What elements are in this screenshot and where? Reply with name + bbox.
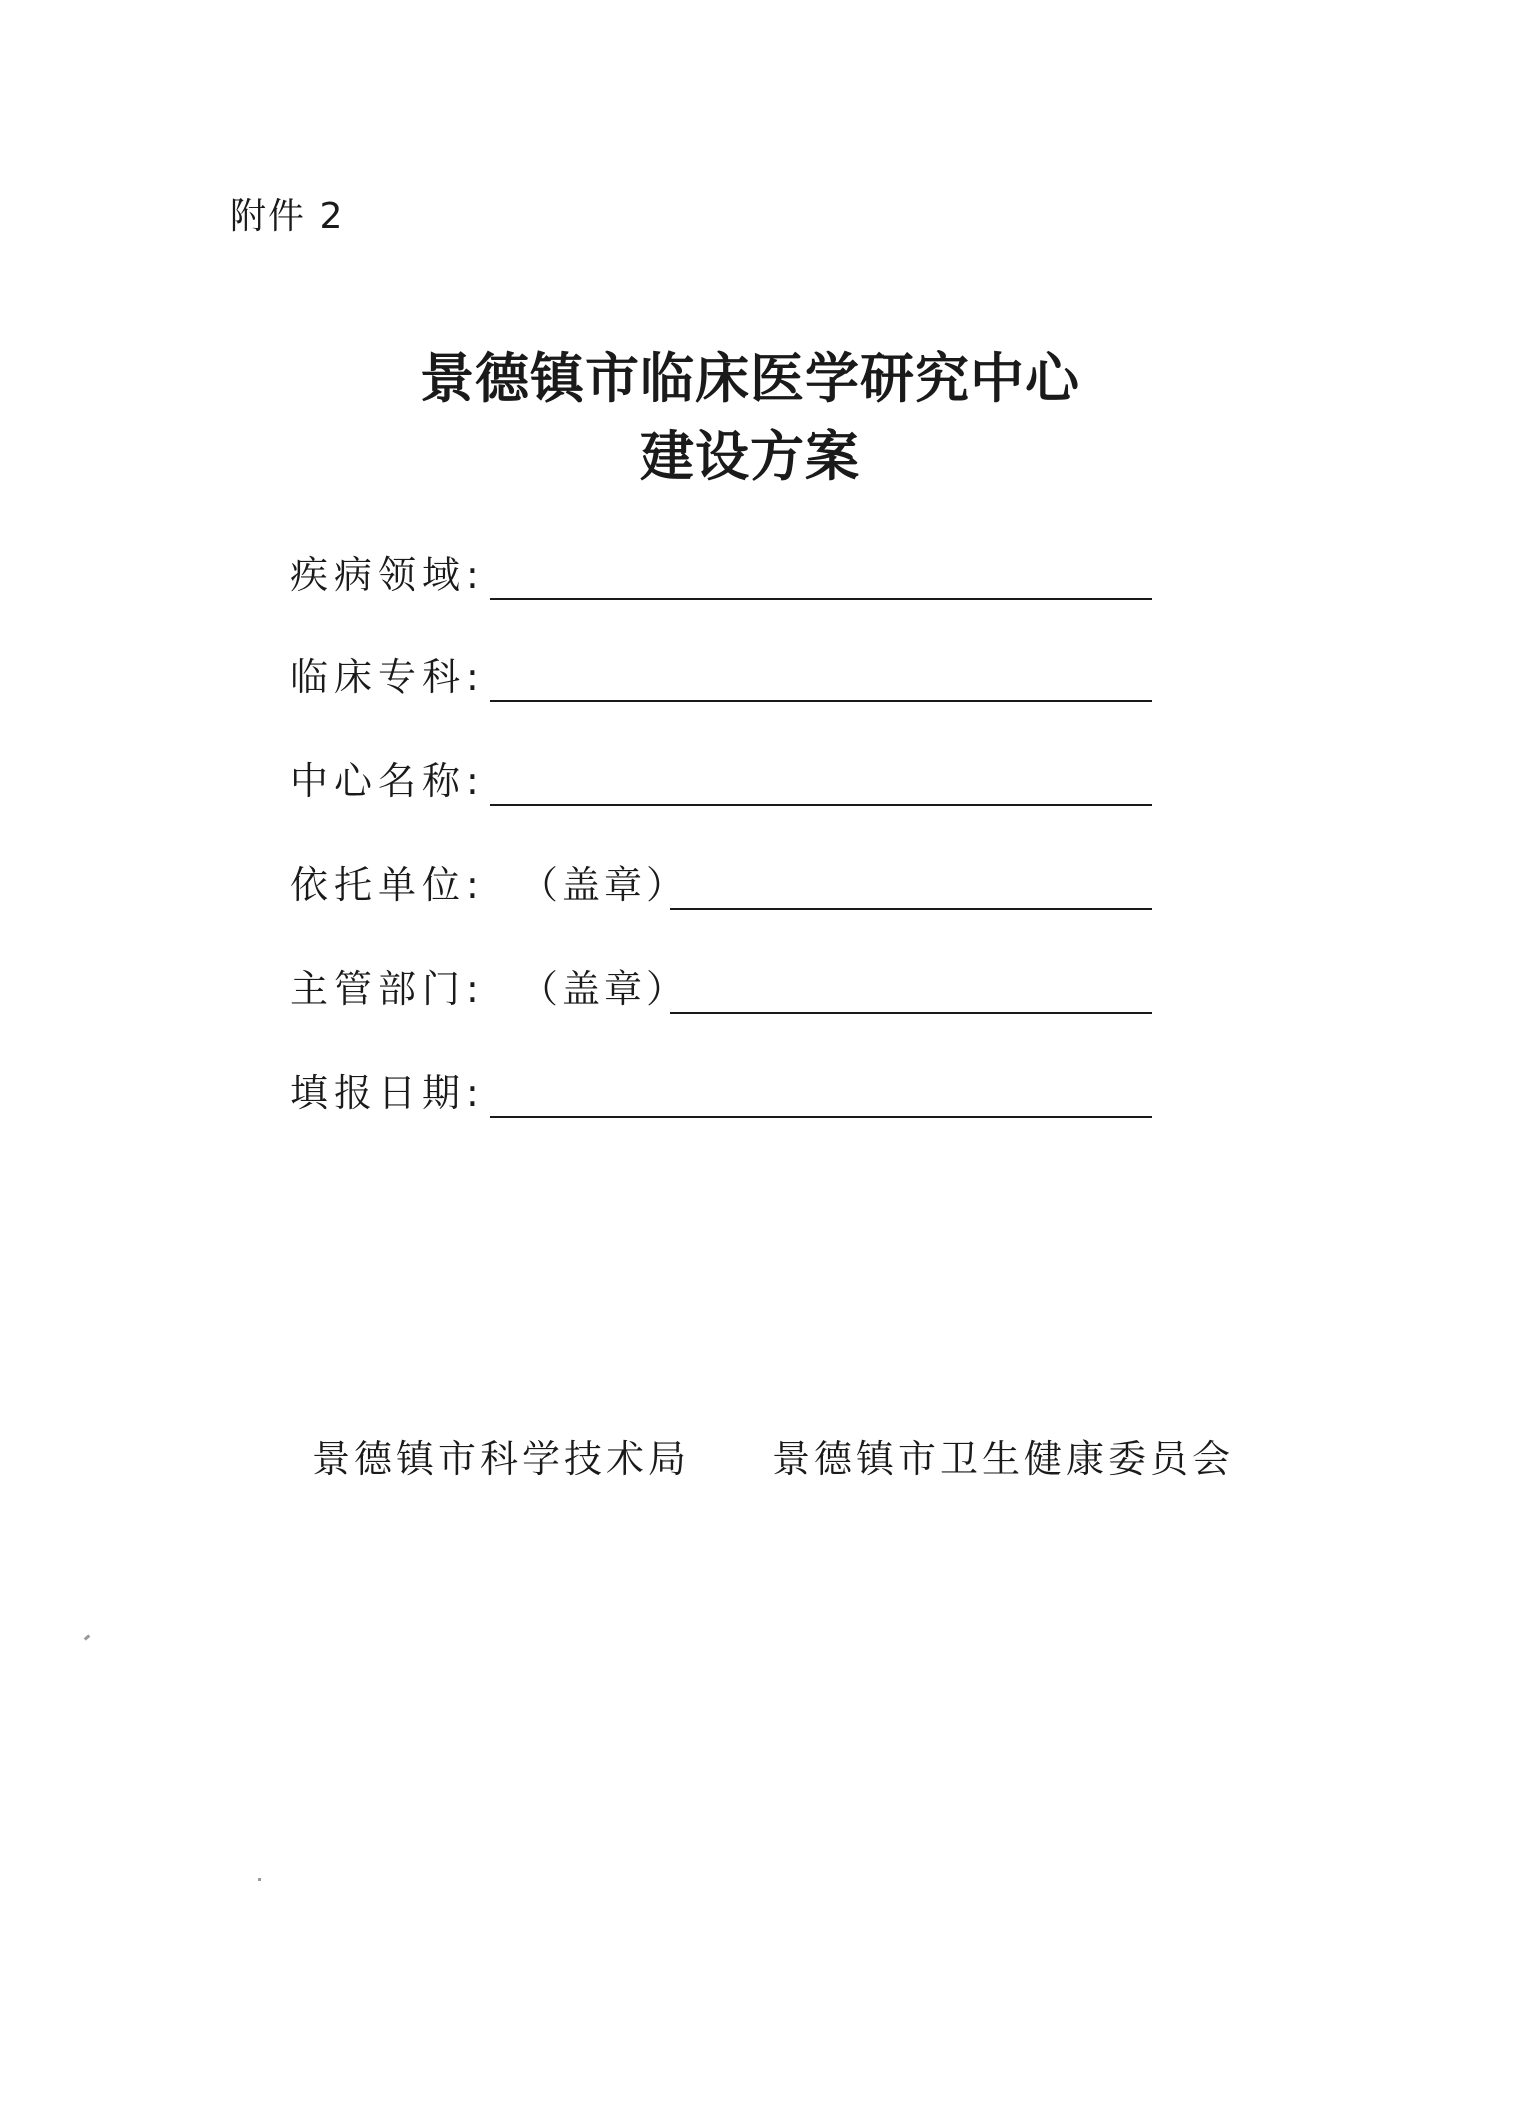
field-center-name [290,756,1152,806]
field-blank-line[interactable] [670,1012,1152,1014]
document-title-line2: 建设方案 [640,424,860,488]
field-clinical-specialty [290,652,1152,702]
field-blank-line[interactable] [670,908,1152,910]
field-blank-line[interactable] [490,598,1152,600]
field-blank-line[interactable] [490,804,1152,806]
field-label: 疾病领域: [290,553,485,597]
field-host-institution [290,860,1152,910]
field-label: 主管部门: [290,967,485,1011]
field-disease-area [290,550,1152,600]
issuer-science-bureau: 景德镇市科学技术局 [312,1437,691,1481]
field-label: 中心名称: [290,759,485,803]
field-submission-date [290,1068,1152,1118]
field-label: 临床专科: [290,655,485,699]
attachment-label: 附件 2 [230,196,345,237]
field-supervising-department [290,964,1152,1014]
scan-speck [258,1878,261,1881]
field-label: 依托单位: [290,863,485,907]
scan-speck [84,1634,91,1640]
field-blank-line[interactable] [490,700,1152,702]
seal-note: （盖章） [520,967,689,1011]
issuer-health-commission: 景德镇市卫生健康委员会 [772,1437,1235,1481]
field-label: 填报日期: [290,1071,485,1115]
document-title-line1: 景德镇市临床医学研究中心 [420,346,1080,410]
seal-note: （盖章） [520,863,689,907]
field-blank-line[interactable] [490,1116,1152,1118]
